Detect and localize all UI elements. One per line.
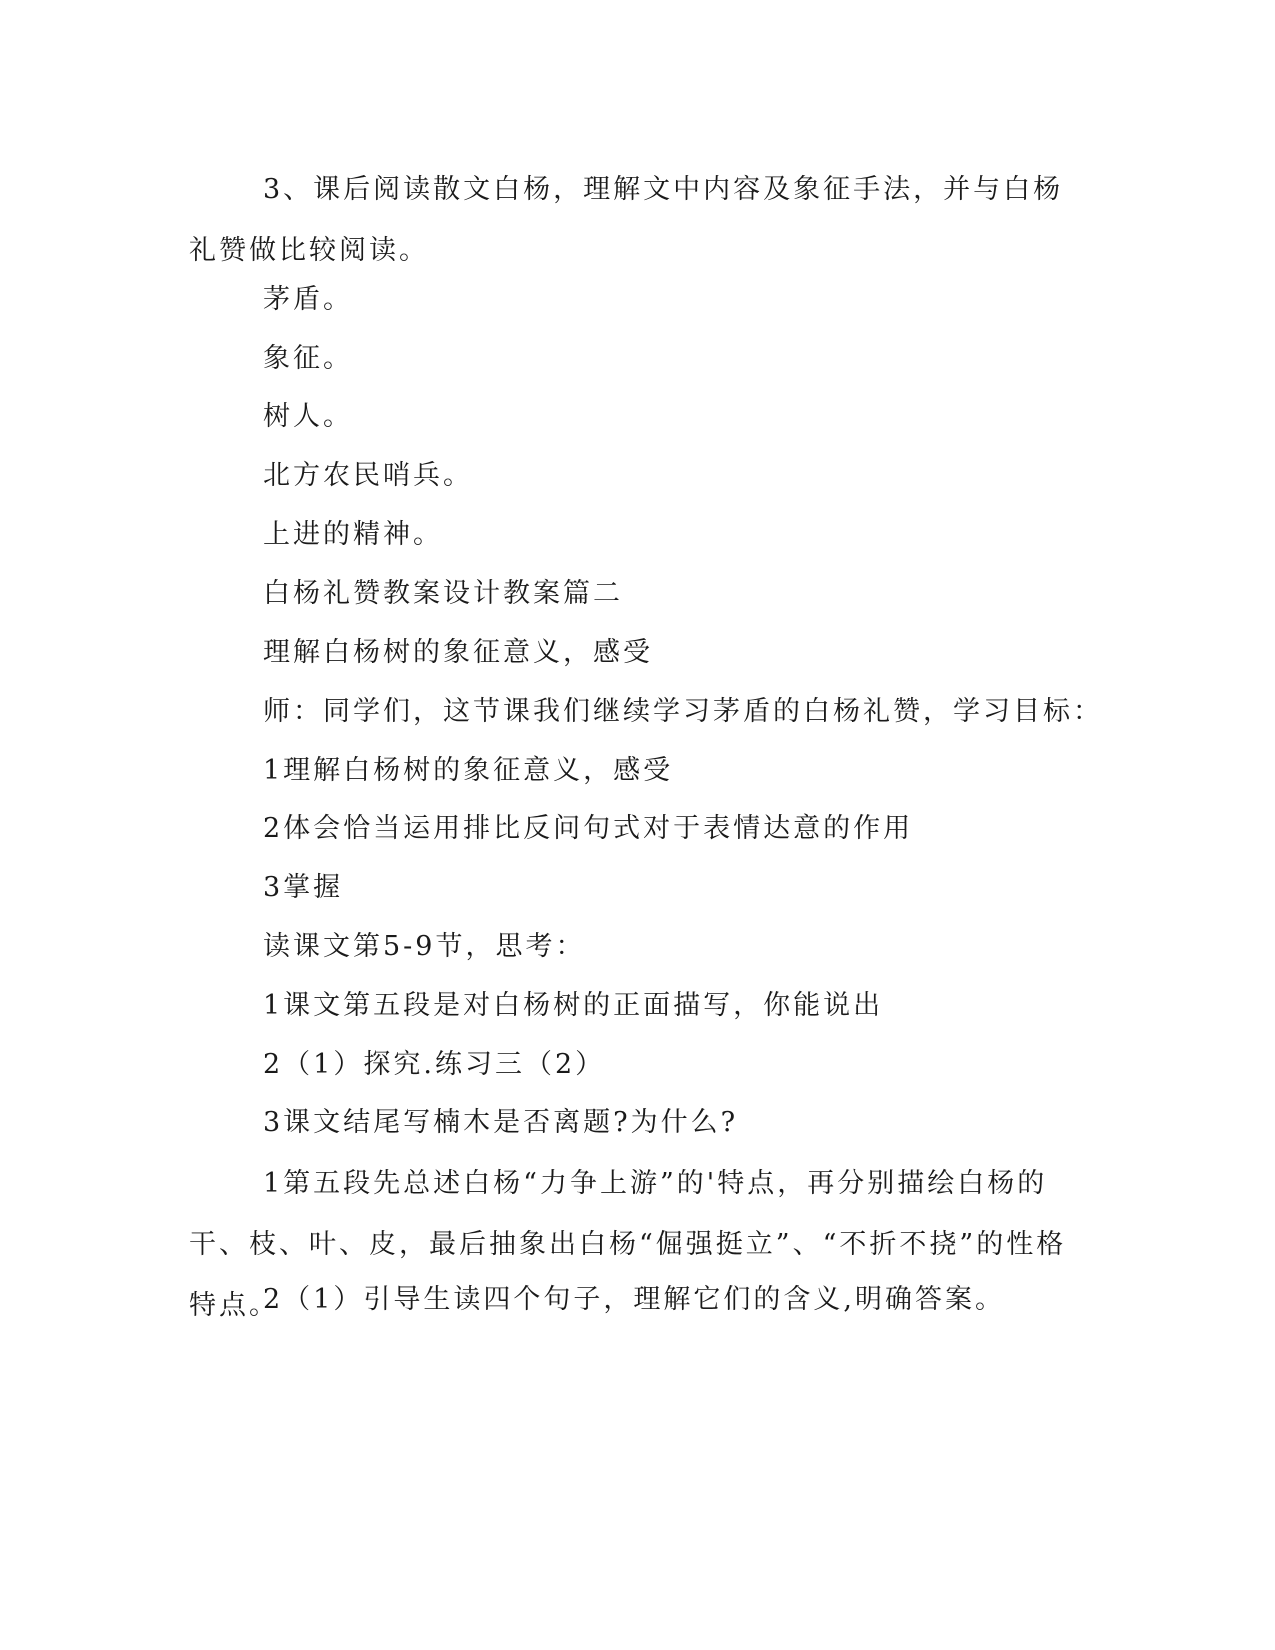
question-3: 3课文结尾写楠木是否离题?为什么? [263, 1107, 739, 1138]
answer-sentinel: 北方农民哨兵。 [263, 460, 473, 491]
objective-3: 3掌握 [263, 872, 344, 903]
teacher-intro: 师：同学们，这节课我们继续学习茅盾的白杨礼赞，学习目标： [263, 696, 1103, 727]
answer-shuren: 树人。 [263, 401, 353, 432]
answer-paragraph-2: 2（1）引导生读四个句子，理解它们的含义,明确答案。 [263, 1284, 1005, 1315]
answer-author: 茅盾。 [263, 284, 353, 315]
question-1: 1课文第五段是对白杨树的正面描写，你能说出 [263, 990, 884, 1021]
objective-2: 2体会恰当运用排比反问句式对于表情达意的作用 [263, 813, 914, 844]
objective-1: 1理解白杨树的象征意义，感受 [263, 755, 674, 786]
paragraph-reading-assignment: 3、课后阅读散文白杨，理解文中内容及象征手法，并与白杨礼赞做比较阅读。 [189, 174, 1064, 266]
answer-spirit: 上进的精神。 [263, 519, 443, 550]
question-2: 2（1）探究.练习三（2） [263, 1049, 606, 1080]
section-heading: 白杨礼赞教案设计教案篇二 [263, 578, 623, 609]
answer-paragraph-1: 1第五段先总述白杨“力争上游”的'特点，再分别描绘白杨的干、枝、叶、皮，最后抽象出白杨“倔强挺立”、“不折不挠”的性格特点。 [189, 1168, 1067, 1321]
answer-technique: 象征。 [263, 343, 353, 374]
objective-summary: 理解白杨树的象征意义，感受 [263, 637, 653, 668]
reading-prompt: 读课文第5-9节，思考： [263, 931, 586, 962]
